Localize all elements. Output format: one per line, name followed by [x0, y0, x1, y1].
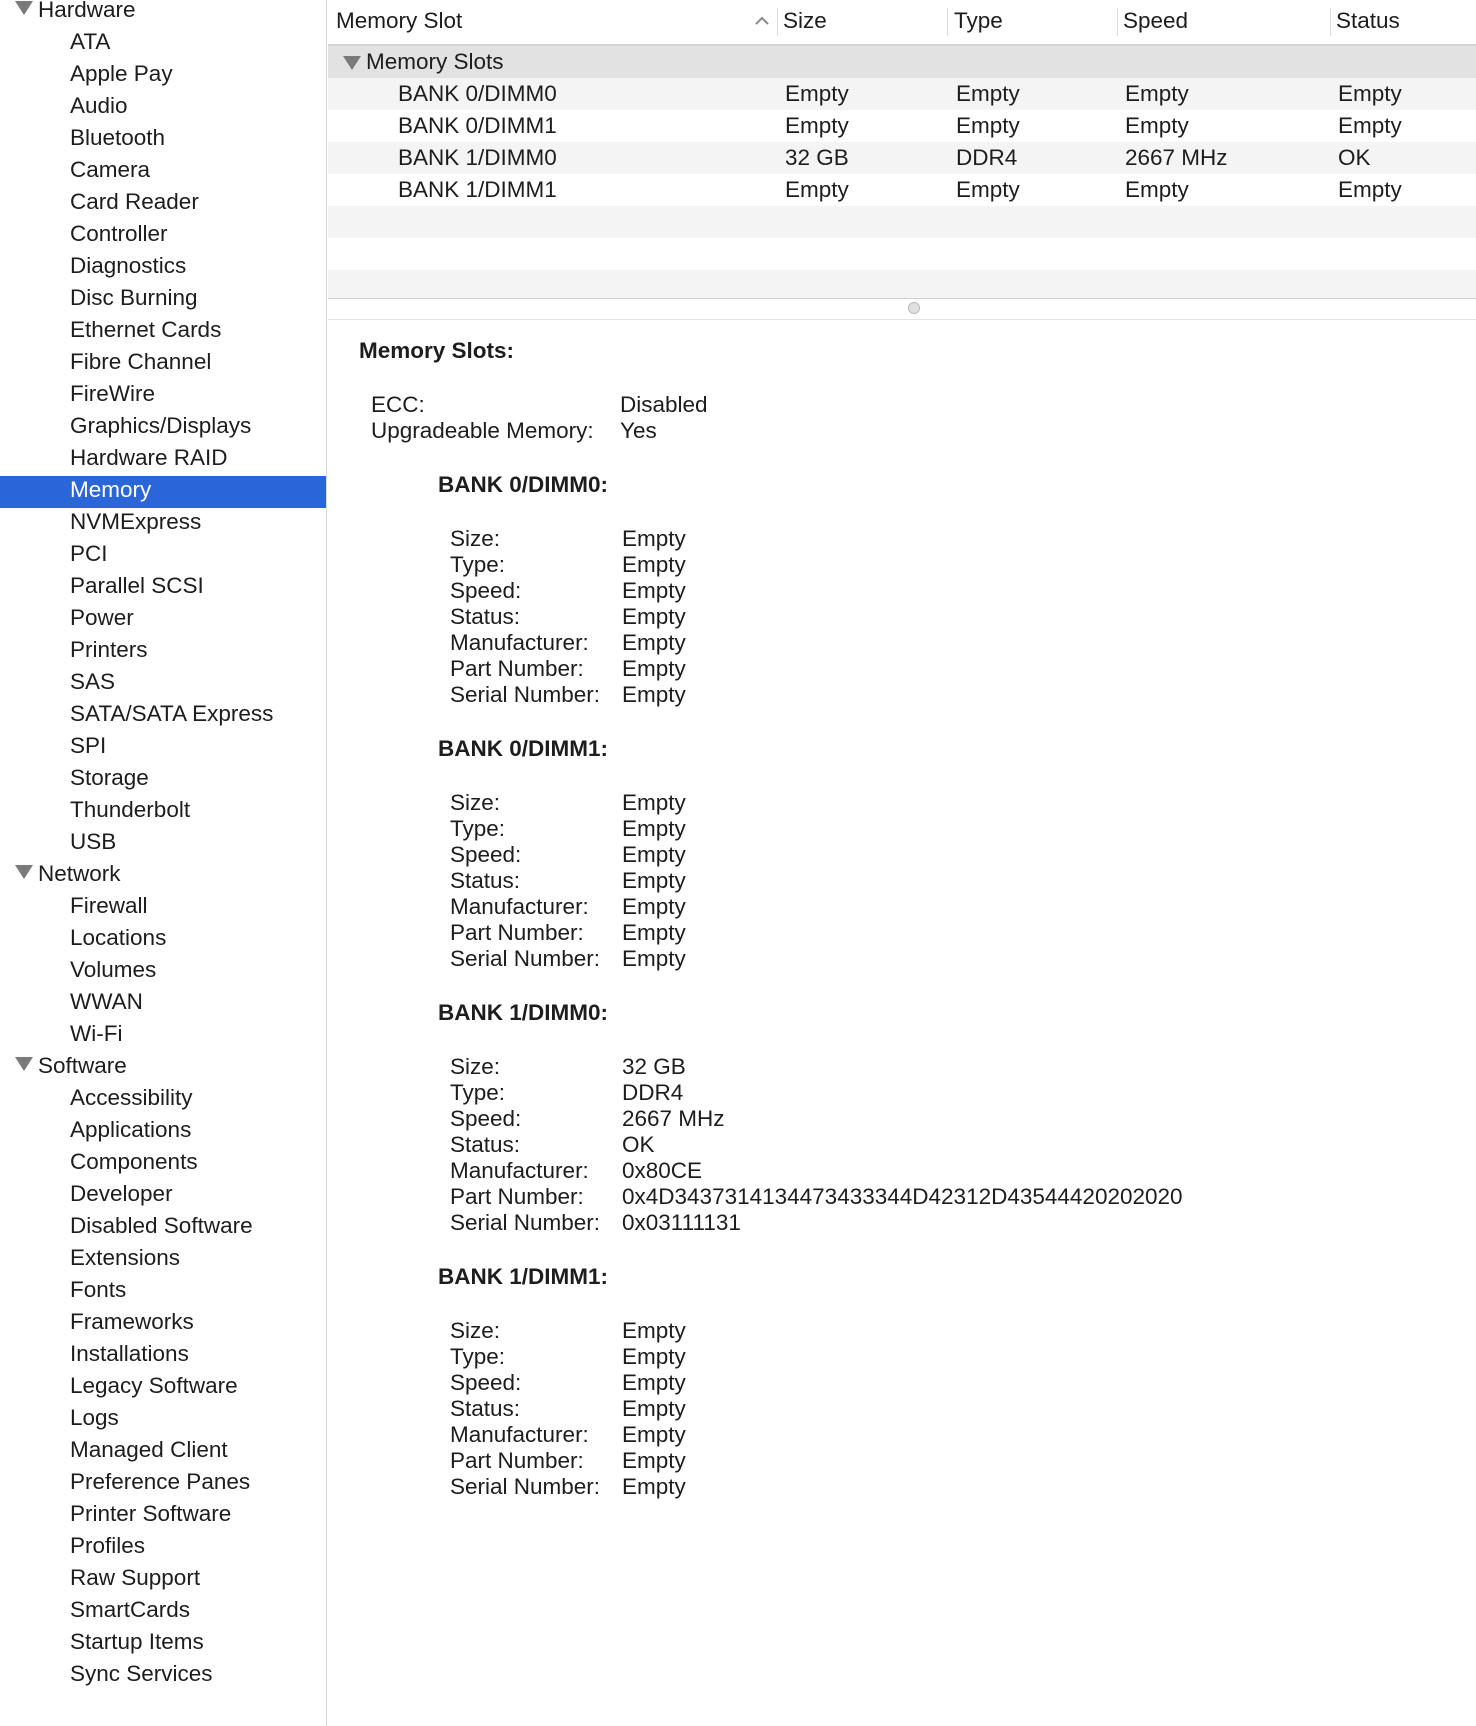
sidebar-item-label: Apple Pay — [70, 61, 173, 86]
detail-field-label: ECC: — [371, 392, 425, 417]
detail-field-value: DDR4 — [622, 1080, 684, 1105]
sidebar-item-label: Legacy Software — [70, 1373, 238, 1398]
sidebar-item-label: Fonts — [70, 1277, 127, 1302]
detail-field-label: Size: — [450, 790, 501, 815]
sidebar-item-label: Volumes — [70, 957, 157, 982]
table-cell: Empty — [785, 177, 849, 202]
detail-field-label: Manufacturer: — [450, 1422, 589, 1447]
table-cell: BANK 1/DIMM0 — [398, 145, 557, 170]
sidebar-item-label: Managed Client — [70, 1437, 228, 1462]
sidebar-item-label: Developer — [70, 1181, 173, 1206]
sidebar-item-accessibility[interactable] — [0, 1084, 326, 1116]
sidebar-item-parallel-scsi[interactable] — [0, 572, 326, 604]
sidebar-item-managed-client[interactable] — [0, 1436, 326, 1468]
sidebar-item-label: FireWire — [70, 381, 155, 406]
sidebar-item-smartcards[interactable] — [0, 1596, 326, 1628]
sidebar-item-apple-pay[interactable] — [0, 60, 326, 92]
detail-field-label: Manufacturer: — [450, 894, 589, 919]
table-cell: BANK 0/DIMM0 — [398, 81, 557, 106]
sidebar-item-label: Card Reader — [70, 189, 199, 214]
bank-title: BANK 0/DIMM0: — [438, 472, 609, 497]
sidebar-item-thunderbolt[interactable] — [0, 796, 326, 828]
sidebar-item-controller[interactable] — [0, 220, 326, 252]
detail-field-value: Empty — [622, 552, 686, 577]
detail-field-label: Status: — [450, 1396, 521, 1421]
sidebar-item-hardware-raid[interactable] — [0, 444, 326, 476]
sidebar-item-printer-software[interactable] — [0, 1500, 326, 1532]
sidebar-item-label: WWAN — [70, 989, 143, 1014]
sidebar-item-label: Thunderbolt — [70, 797, 191, 822]
sidebar-item-label: SPI — [70, 733, 107, 758]
sidebar-item-locations[interactable] — [0, 924, 326, 956]
bank-title: BANK 1/DIMM1: — [438, 1264, 609, 1289]
bank-title: BANK 1/DIMM0: — [438, 1000, 609, 1025]
sidebar-item-label: Locations — [70, 925, 167, 950]
sidebar-item-label: Raw Support — [70, 1565, 201, 1590]
chevron-up-icon[interactable] — [753, 12, 771, 30]
sidebar-item-diagnostics[interactable] — [0, 252, 326, 284]
sidebar-item-ata[interactable] — [0, 28, 326, 60]
sidebar-item-power[interactable] — [0, 604, 326, 636]
sidebar-item-label: Firewall — [70, 893, 148, 918]
sidebar-item-label: SAS — [70, 669, 116, 694]
table-cell: Empty — [956, 81, 1020, 106]
sidebar-item-sync-services[interactable] — [0, 1660, 326, 1692]
column-header-type[interactable]: Type — [954, 8, 1003, 33]
sidebar-item-label: ATA — [70, 29, 111, 54]
memory-table — [328, 0, 1476, 318]
sidebar-item-label: Installations — [70, 1341, 189, 1366]
sidebar-item-label: Accessibility — [70, 1085, 193, 1110]
sidebar-item-developer[interactable] — [0, 1180, 326, 1212]
column-divider[interactable] — [1117, 8, 1118, 36]
sidebar-item-ethernet-cards[interactable] — [0, 316, 326, 348]
detail-field-label: Part Number: — [450, 1184, 584, 1209]
detail-field-value: Empty — [622, 946, 686, 971]
sidebar-item-label: Components — [70, 1149, 198, 1174]
sidebar-item-label: SATA/SATA Express — [70, 701, 274, 726]
sidebar-group-label: Network — [38, 861, 121, 886]
sidebar-item-label: Storage — [70, 765, 149, 790]
detail-field-value: Empty — [622, 604, 686, 629]
sidebar-item-label: Fibre Channel — [70, 349, 212, 374]
column-header-memory-slot[interactable]: Memory Slot — [336, 8, 463, 33]
detail-field-label: Speed: — [450, 842, 522, 867]
detail-field-value: 32 GB — [622, 1054, 686, 1079]
detail-field-label: Part Number: — [450, 1448, 584, 1473]
sidebar-item-installations[interactable] — [0, 1340, 326, 1372]
detail-field-label: Size: — [450, 1054, 501, 1079]
sidebar-item-label: Parallel SCSI — [70, 573, 204, 598]
detail-field-label: Serial Number: — [450, 682, 601, 707]
table-row[interactable] — [328, 78, 1476, 110]
detail-field-value: Empty — [622, 656, 686, 681]
table-cell: OK — [1338, 145, 1371, 170]
sidebar-item-bluetooth[interactable] — [0, 124, 326, 156]
table-cell: BANK 1/DIMM1 — [398, 177, 557, 202]
sidebar-item-firewire[interactable] — [0, 380, 326, 412]
detail-field-value: Empty — [622, 578, 686, 603]
sidebar-item-label: Disc Burning — [70, 285, 198, 310]
column-divider[interactable] — [777, 8, 778, 36]
sidebar-group-hardware[interactable] — [0, 0, 326, 28]
detail-field-value: Empty — [622, 894, 686, 919]
sidebar-item-label: PCI — [70, 541, 108, 566]
table-cell: Empty — [1125, 113, 1189, 138]
sidebar-item-label: Graphics/Displays — [70, 413, 252, 438]
table-row-empty — [328, 206, 1476, 238]
table-cell: Empty — [785, 81, 849, 106]
sidebar-item-label: Wi-Fi — [70, 1021, 123, 1046]
detail-field-label: Serial Number: — [450, 1210, 601, 1235]
sidebar-item-label: USB — [70, 829, 117, 854]
detail-field-label: Status: — [450, 1132, 521, 1157]
detail-field-label: Manufacturer: — [450, 630, 589, 655]
table-group-row[interactable] — [328, 46, 1476, 78]
detail-field-value: Empty — [622, 630, 686, 655]
sidebar-item-label: Hardware RAID — [70, 445, 228, 470]
detail-field-value: OK — [622, 1132, 655, 1157]
sidebar-item-label: Logs — [70, 1405, 119, 1430]
detail-field-value: Empty — [622, 1448, 686, 1473]
detail-field-label: Speed: — [450, 578, 522, 603]
sidebar-item-label: Applications — [70, 1117, 192, 1142]
table-cell: Empty — [1338, 113, 1402, 138]
table-cell: Empty — [785, 113, 849, 138]
table-cell: 32 GB — [785, 145, 849, 170]
detail-field-label: Part Number: — [450, 656, 584, 681]
sidebar-item-usb[interactable] — [0, 828, 326, 860]
sidebar-item-label: Extensions — [70, 1245, 181, 1270]
detail-field-value: Empty — [622, 868, 686, 893]
sidebar-item-label: NVMExpress — [70, 509, 202, 534]
table-cell: BANK 0/DIMM1 — [398, 113, 557, 138]
sidebar-item-printers[interactable] — [0, 636, 326, 668]
detail-title: Memory Slots: — [359, 338, 515, 363]
sidebar-item-nvmexpress[interactable] — [0, 508, 326, 540]
sidebar-item-firewall[interactable] — [0, 892, 326, 924]
detail-field-label: Serial Number: — [450, 946, 601, 971]
detail-field-value: Empty — [622, 790, 686, 815]
table-cell: Empty — [1125, 81, 1189, 106]
table-row-empty — [328, 238, 1476, 270]
detail-field-value: Empty — [622, 1370, 686, 1395]
sidebar-item-label: Camera — [70, 157, 151, 182]
table-header — [328, 0, 1476, 46]
sidebar-item-label: Disabled Software — [70, 1213, 253, 1238]
detail-field-value: Disabled — [620, 392, 708, 417]
sidebar-item-audio[interactable] — [0, 92, 326, 124]
sidebar-item-spi[interactable] — [0, 732, 326, 764]
detail-field-label: Type: — [450, 1344, 506, 1369]
disclosure-triangle-icon[interactable] — [343, 56, 361, 70]
sidebar-item-wwan[interactable] — [0, 988, 326, 1020]
sidebar-item-preference-panes[interactable] — [0, 1468, 326, 1500]
detail-field-value: Empty — [622, 816, 686, 841]
sidebar-item-logs[interactable] — [0, 1404, 326, 1436]
disclosure-triangle-icon[interactable] — [15, 1057, 33, 1071]
table-cell: DDR4 — [956, 145, 1018, 170]
sidebar-item-components[interactable] — [0, 1148, 326, 1180]
detail-field-value: Empty — [622, 1344, 686, 1369]
split-view-divider[interactable] — [328, 298, 1476, 320]
sidebar-item-disc-burning[interactable] — [0, 284, 326, 316]
sidebar-item-card-reader[interactable] — [0, 188, 326, 220]
detail-field-label: Status: — [450, 604, 521, 629]
column-divider[interactable] — [1330, 8, 1331, 36]
detail-field-label: Type: — [450, 1080, 506, 1105]
sidebar-item-fibre-channel[interactable] — [0, 348, 326, 380]
table-row[interactable] — [328, 142, 1476, 174]
sidebar-item-label: Memory — [70, 477, 152, 502]
sidebar-item-camera[interactable] — [0, 156, 326, 188]
detail-field-value: 2667 MHz — [622, 1106, 725, 1131]
column-header-size[interactable]: Size — [783, 8, 827, 33]
sidebar-item-volumes[interactable] — [0, 956, 326, 988]
sidebar-item-label: Bluetooth — [70, 125, 166, 150]
sidebar-item-label: Startup Items — [70, 1629, 204, 1654]
detail-field-value: 0x80CE — [622, 1158, 703, 1183]
table-cell: Empty — [1338, 177, 1402, 202]
table-cell: Empty — [1338, 81, 1402, 106]
detail-field-value: Empty — [622, 1396, 686, 1421]
detail-field-label: Size: — [450, 526, 501, 551]
detail-field-value: Empty — [622, 1474, 686, 1499]
column-divider[interactable] — [947, 8, 948, 36]
detail-field-label: Type: — [450, 552, 506, 577]
divider-handle-icon[interactable] — [908, 302, 920, 314]
bank-title: BANK 0/DIMM1: — [438, 736, 609, 761]
disclosure-triangle-icon[interactable] — [15, 865, 33, 879]
sidebar-item-label: Printer Software — [70, 1501, 232, 1526]
detail-field-label: Size: — [450, 1318, 501, 1343]
detail-field-value: Empty — [622, 1318, 686, 1343]
detail-field-value: Yes — [620, 418, 657, 443]
sidebar-group-software[interactable] — [0, 1052, 326, 1084]
sidebar-item-label: Preference Panes — [70, 1469, 251, 1494]
sidebar-item-legacy-software[interactable] — [0, 1372, 326, 1404]
sidebar-item-wi-fi[interactable] — [0, 1020, 326, 1052]
table-cell: 2667 MHz — [1125, 145, 1228, 170]
sidebar-item-label: Ethernet Cards — [70, 317, 222, 342]
detail-pane — [328, 320, 1476, 1726]
detail-field-value: Empty — [622, 682, 686, 707]
sidebar-item-frameworks[interactable] — [0, 1308, 326, 1340]
sidebar-group-label: Hardware — [38, 0, 136, 22]
table-cell: Empty — [956, 113, 1020, 138]
sidebar-item-pci[interactable] — [0, 540, 326, 572]
sidebar-item-raw-support[interactable] — [0, 1564, 326, 1596]
sidebar-item-extensions[interactable] — [0, 1244, 326, 1276]
sidebar-item-label: Diagnostics — [70, 253, 187, 278]
sidebar-item-label: Frameworks — [70, 1309, 194, 1334]
column-header-speed[interactable]: Speed — [1123, 8, 1189, 33]
sidebar-item-label: SmartCards — [70, 1597, 191, 1622]
table-row[interactable] — [328, 110, 1476, 142]
detail-field-label: Manufacturer: — [450, 1158, 589, 1183]
table-cell: Empty — [956, 177, 1020, 202]
detail-field-value: 0x03111131 — [622, 1210, 741, 1235]
detail-field-label: Speed: — [450, 1370, 522, 1395]
sidebar — [0, 0, 327, 1726]
sidebar-item-disabled-software[interactable] — [0, 1212, 326, 1244]
detail-field-value: Empty — [622, 842, 686, 867]
sidebar-item-label: Power — [70, 605, 134, 630]
sidebar-item-label: Profiles — [70, 1533, 146, 1558]
sidebar-item-graphics-displays[interactable] — [0, 412, 326, 444]
table-cell: Empty — [1125, 177, 1189, 202]
sidebar-item-label: Sync Services — [70, 1661, 213, 1686]
group-label: Memory Slots — [366, 49, 504, 74]
sidebar-item-label: Audio — [70, 93, 128, 118]
sidebar-item-memory[interactable] — [0, 476, 326, 508]
detail-field-value: Empty — [622, 920, 686, 945]
sidebar-item-profiles[interactable] — [0, 1532, 326, 1564]
sidebar-item-label: Printers — [70, 637, 148, 662]
sidebar-group-label: Software — [38, 1053, 127, 1078]
detail-field-label: Serial Number: — [450, 1474, 601, 1499]
detail-field-value: Empty — [622, 526, 686, 551]
detail-field-label: Status: — [450, 868, 521, 893]
detail-field-value: 0x4D3437314134473433344D42312D43544420202020 — [622, 1184, 1183, 1209]
detail-field-label: Type: — [450, 816, 506, 841]
sidebar-item-storage[interactable] — [0, 764, 326, 796]
sidebar-item-label: Controller — [70, 221, 168, 246]
sidebar-item-applications[interactable] — [0, 1116, 326, 1148]
sidebar-group-network[interactable] — [0, 860, 326, 892]
sidebar-item-sata-sata-express[interactable] — [0, 700, 326, 732]
detail-field-label: Part Number: — [450, 920, 584, 945]
column-header-status[interactable]: Status — [1336, 8, 1400, 33]
sidebar-item-fonts[interactable] — [0, 1276, 326, 1308]
detail-field-value: Empty — [622, 1422, 686, 1447]
disclosure-triangle-icon[interactable] — [15, 1, 33, 15]
detail-field-label: Speed: — [450, 1106, 522, 1131]
sidebar-item-startup-items[interactable] — [0, 1628, 326, 1660]
detail-field-label: Upgradeable Memory: — [371, 418, 594, 443]
sidebar-item-sas[interactable] — [0, 668, 326, 700]
table-row[interactable] — [328, 174, 1476, 206]
